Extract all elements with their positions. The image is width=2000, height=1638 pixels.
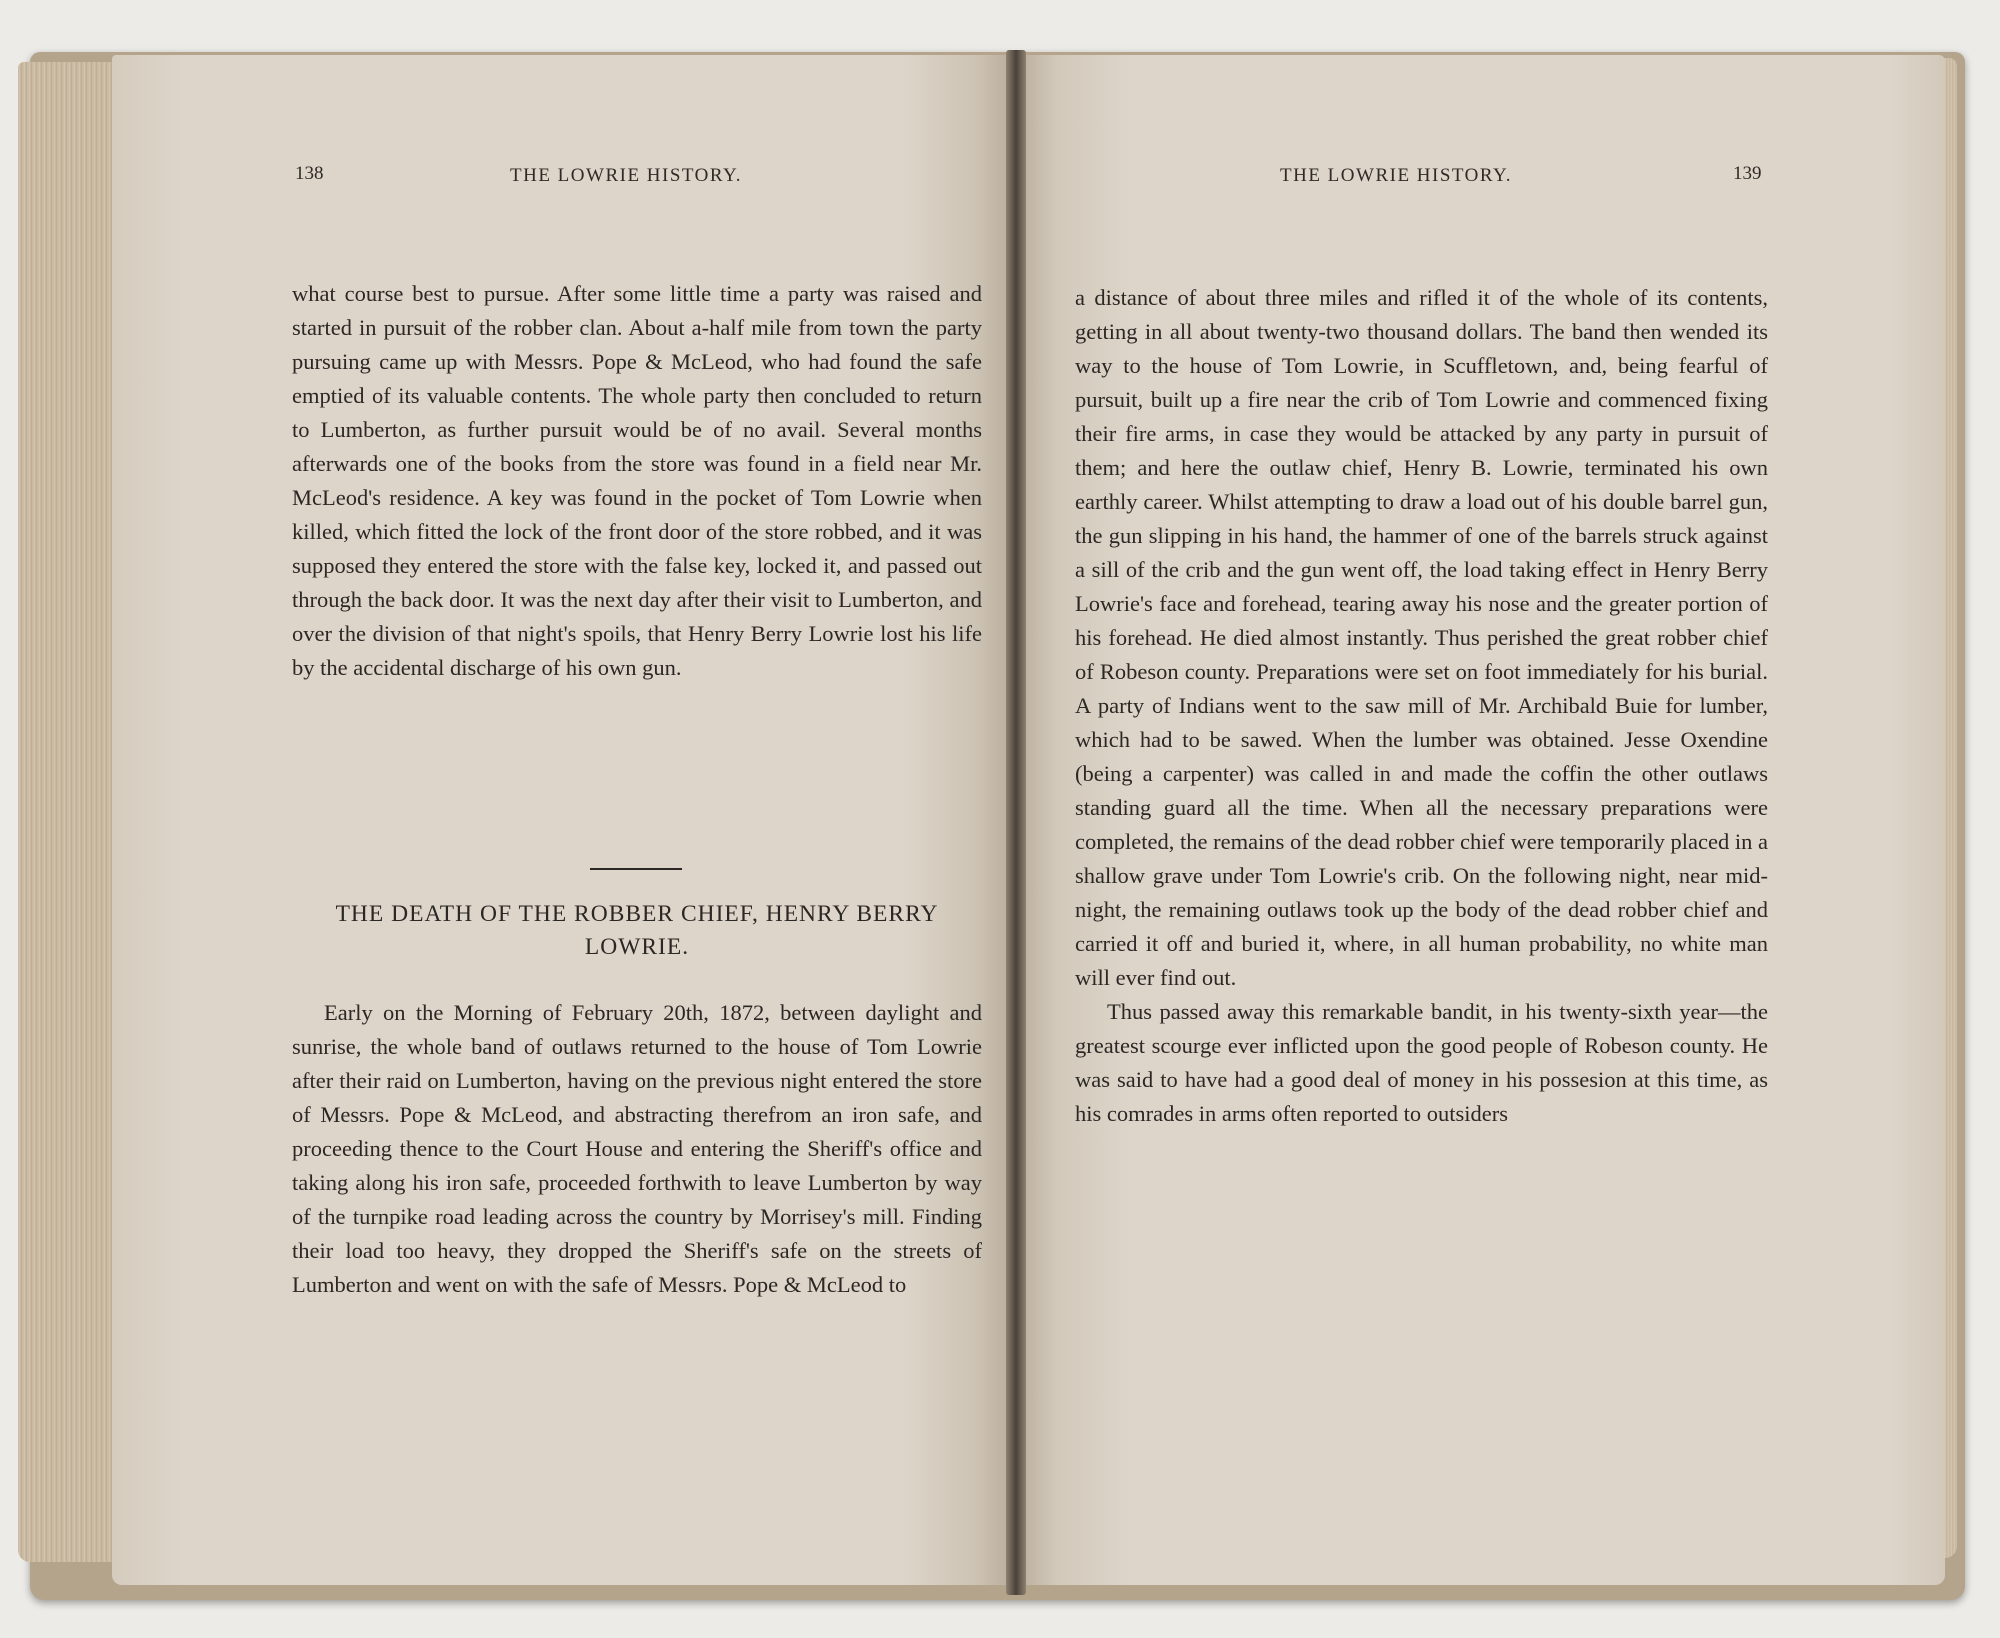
right-paragraph-1: a distance of about three miles and rifled it of the whole of its contents, getting in all about twenty-two thousand dollars. The band then wended its way to the house of Tom Lowrie, in Scuffletown, and, being fearful of pursuit, built up a fire near the crib of Tom Lowrie and commenced fixing their fire arms, in case they would be attacked by any party in pursuit of them; and here the outlaw chief, Henry B. Lowrie, terminated his own earthly career. Whilst attempting to draw a load out of his double barrel gun, the gun slipping in his hand, the hammer of one of the barrels struck against a sill of the crib and the gun went off, the load taking effect in Henry Berry Lowrie's face and forehead, tearing away his nose and the greater portion of his forehead. He died almost instantly. Thus perished the great robber chief of Robeson county. Preparations were set on foot immediately for his burial. A party of Indians went to the saw mill of Mr. Archibald Buie for lumber, which had to be sawed. When the lumber was obtained. Jesse Oxendine (being a carpenter) was called in and made the coffin the other outlaws standing guard all the time. When all the necessary preparations were completed, the remains of the dead robber chief were temporarily placed in a shallow grave under Tom Lowrie's crib. On the following night, near mid-night, the remaining outlaws took up the body of the dead robber chief and carried it off and buried it, where, in all human probability, no white man will ever find out.	[1075, 285, 1768, 990]
left-paragraph-1: what course best to pursue. After some little time a party was raised and started in pursuit of the robber clan. About a-half mile from town the party pursuing came up with Messrs. Pope & McLeod, who had found the safe emptied of its valuable contents. The whole party then concluded to return to Lumberton, as further pursuit would be of no avail. Several months afterwards one of the books from the store was found in a field near Mr. McLeod's residence. A key was found in the pocket of Tom Lowrie when killed, which fitted the lock of the front door of the store robbed, and it was supposed they entered the store with the false key, locked it, and passed out through the back door. It was the next day after their visit to Lumberton, and over the division of that night's spoils, that Henry Berry Lowrie lost his life by the accidental discharge of his own gun.	[292, 281, 982, 680]
section-divider	[590, 868, 682, 870]
page-number-left: 138	[295, 163, 324, 184]
section-heading: THE DEATH OF THE ROBBER CHIEF, HENRY BERRY LOWRIE.	[335, 901, 939, 960]
running-head-right: THE LOWRIE HISTORY.	[1280, 165, 1513, 186]
page-number-right: 139	[1733, 163, 1762, 184]
left-paragraph-1-block	[292, 277, 982, 685]
right-paragraph-2: Thus passed away this remarkable bandit, in his twenty-sixth year—the greatest scourge ever inflicted upon the good people of Robeson county. He was said to have had a good deal of money in his possesion at this time, as his comrades in arms often reported to outsiders	[1075, 999, 1768, 1126]
page-edges-left	[18, 62, 118, 1562]
right-text-block	[1075, 281, 1768, 1131]
running-head-left: THE LOWRIE HISTORY.	[510, 165, 743, 186]
left-paragraph-2-block	[292, 996, 982, 1302]
book-gutter	[1006, 50, 1026, 1595]
left-paragraph-2: Early on the Morning of February 20th, 1872, between daylight and sunrise, the whole band of outlaws returned to the house of Tom Lowrie after their raid on Lumberton, having on the previous night entered the store of Messrs. Pope & McLeod, and abstracting therefrom an iron safe, and proceeding thence to the Court House and entering the Sheriff's office and taking along his iron safe, proceeded forthwith to leave Lumberton by way of the turnpike road leading across the country by Morrisey's mill. Finding their load too heavy, they dropped the Sheriff's safe on the streets of Lumberton and went on with the safe of Messrs. Pope & McLeod to	[292, 1000, 982, 1297]
